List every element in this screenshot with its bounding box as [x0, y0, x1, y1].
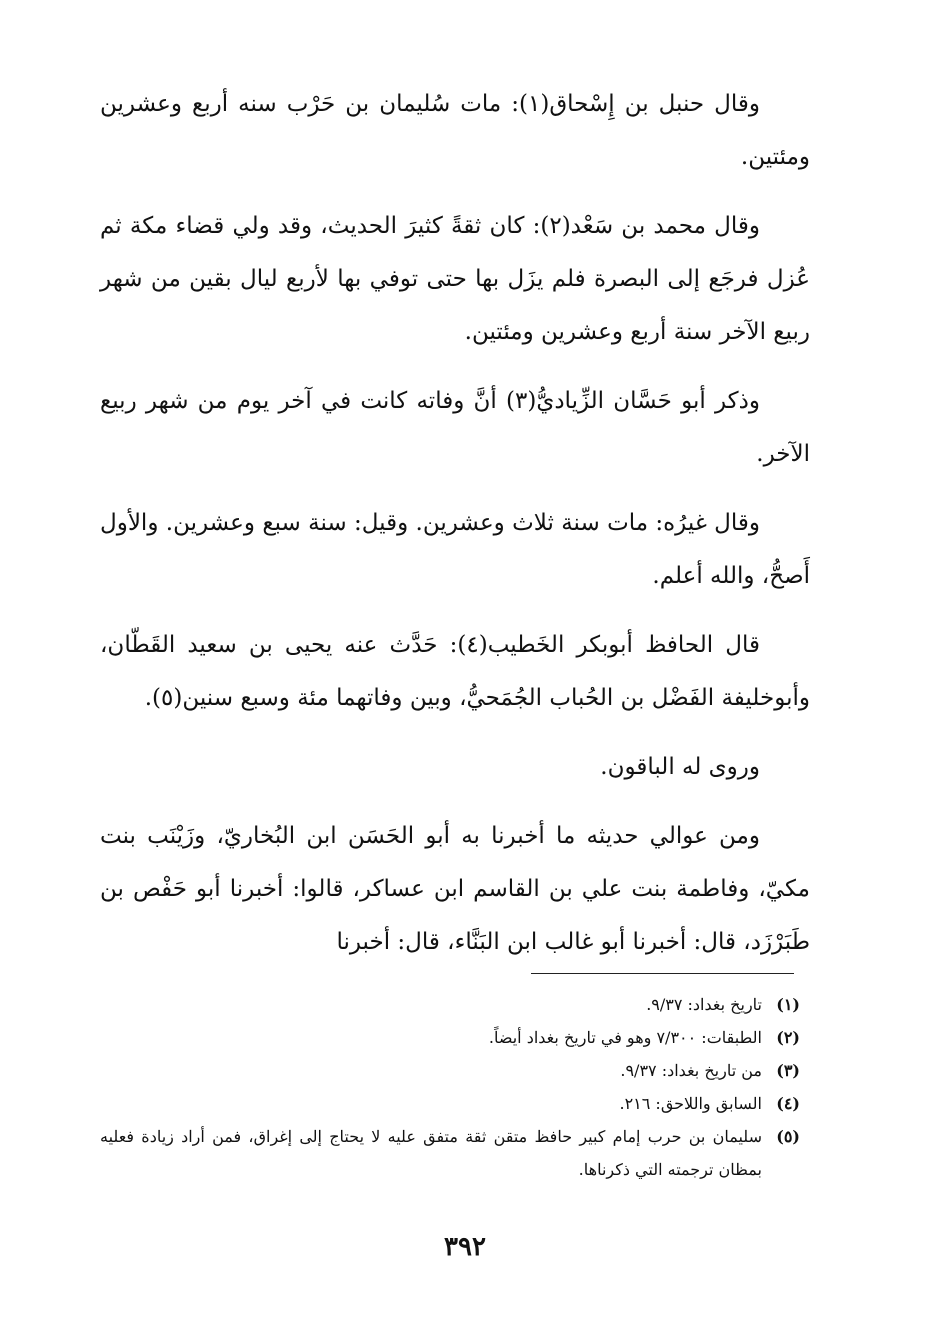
main-text-block [100, 78, 810, 969]
footnote-text: الطبقات: ٧/٣٠٠ وهو في تاريخ بغداد أيضاً. [488, 1028, 762, 1047]
footnote-number: (٢) [776, 1028, 800, 1047]
page-number: ٣٩٢ [444, 1232, 486, 1262]
paragraph-hadith-chain: ومن عوالي حديثه ما أخبرنا به أبو الحَسَن ابن البُخاريّ، وزَيْنَب بنت مكيّ، وفاطمة بنت علي بن القاسم ابن عساكر، قالوا: أخبرنا أبو حَفْص بن طَبَرْزَد، قال: أخبرنا أبو غالب ابن البَنَّاء، قال: أخبرنا [100, 823, 810, 955]
footnote-text: السابق واللاحق: ٢١٦. [619, 1094, 762, 1113]
footnote-separator [531, 973, 794, 974]
footnote-text: من تاريخ بغداد: ٩/٣٧. [620, 1061, 762, 1080]
footnote-text: سليمان بن حرب إمام كبير حافظ متقن ثقة متفق عليه لا يحتاج إلى إغراق، فمن أراد زيادة فعليه بمظان ترجمته التي ذكرناها. [100, 1127, 763, 1179]
footnotes [100, 988, 800, 1186]
paragraph-ziyadi: وذكر أبو حَسَّان الزِّياديُّ(٣) أنَّ وفاته كانت في آخر يوم من شهر ربيع الآخر. [100, 388, 810, 467]
paragraph-hanbal: وقال حنبل بن إِسْحاق(١): مات سُليمان بن حَرْب سنه أربع وعشرين ومئتين. [100, 91, 810, 170]
footnote-number: (٣) [776, 1061, 800, 1080]
footnote-2 [100, 1021, 800, 1054]
paragraph-ibn-sad: وقال محمد بن سَعْد(٢): كان ثقةً كثيرَ الحديث، وقد ولي قضاء مكة ثم عُزل فرجَع إلى البصرة فلم يزَل بها حتى توفي بها لأربع ليال بقين من شهر ربيع الآخر سنة أربع وعشرين ومئتين. [100, 213, 810, 345]
footnote-number: (٥) [776, 1127, 800, 1146]
paragraph-narrators: وروى له الباقون. [600, 754, 760, 780]
footnote-text: تاريخ بغداد: ٩/٣٧. [646, 995, 762, 1014]
footnote-number: (١) [776, 995, 800, 1014]
paragraph-khatib: قال الحافظ أبوبكر الخَطيب(٤): حَدَّث عنه يحيى بن سعيد القَطّان، وأبوخليفة الفَضْل بن الحُباب الجُمَحيُّ، وبين وفاتهما مئة وسبع سنين(٥). [100, 632, 810, 711]
footnote-3 [100, 1054, 800, 1087]
footnote-number: (٤) [776, 1094, 800, 1113]
footnote-4 [100, 1087, 800, 1120]
body-text [100, 78, 810, 969]
paragraph-others: وقال غيرُه: مات سنة ثلاث وعشرين. وقيل: سنة سبع وعشرين. والأول أَصحُّ، والله أعلم. [100, 510, 810, 589]
footnote-5 [100, 1120, 800, 1186]
footnote-1 [100, 988, 800, 1021]
